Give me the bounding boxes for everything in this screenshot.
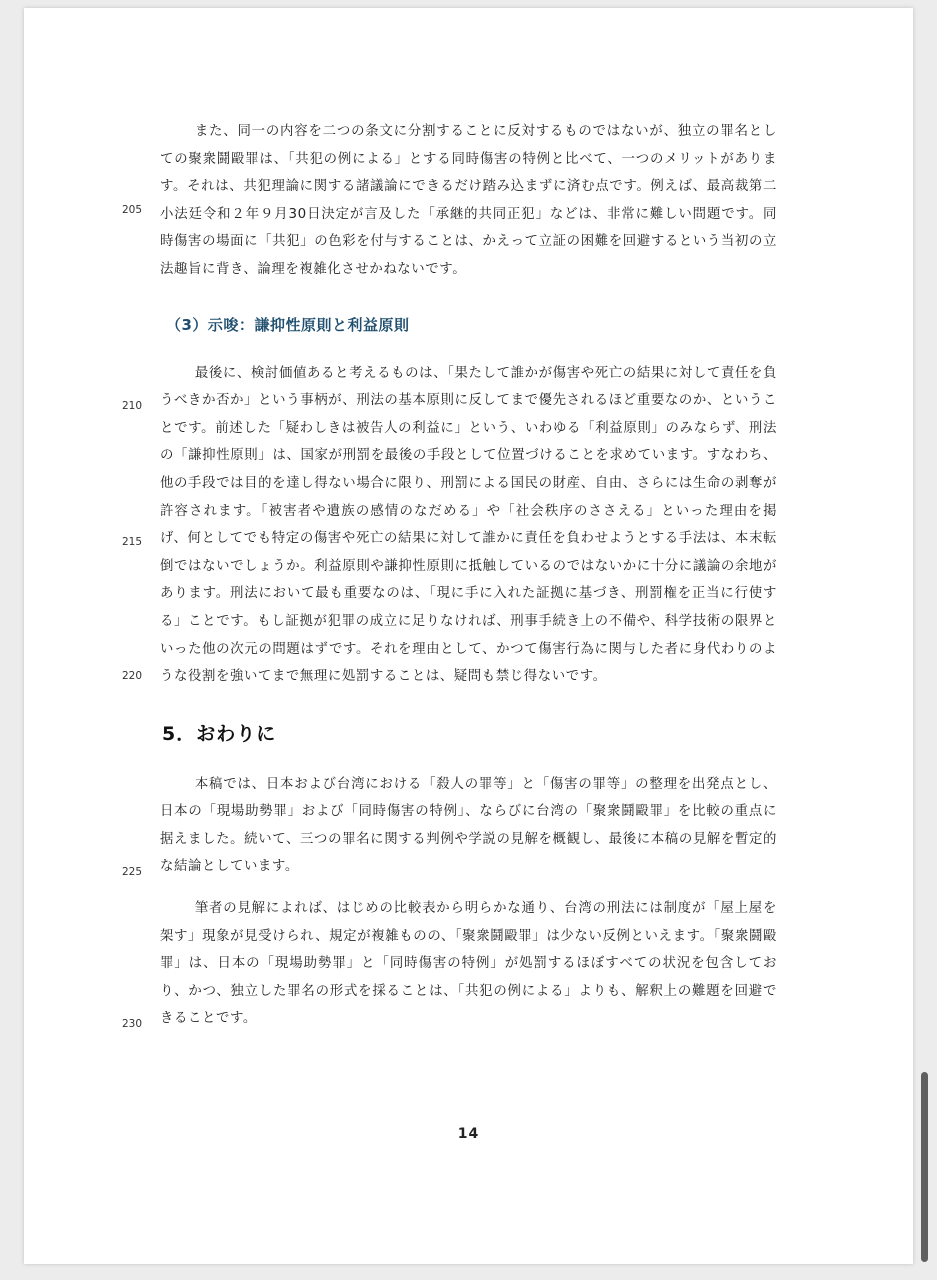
document-page	[24, 8, 913, 1264]
line-number: 220	[121, 670, 143, 682]
paragraph-2: 最後に、検討価値あると考えるものは、「果たして誰かが傷害や死亡の結果に対して責任を負うべきか否か」という事柄が、刑法の基本原則に反してまで優先されるほど重要なのか、ということです。前述した「疑わしきは被告人の利益に」という、いわゆる「利益原則」のみならず、刑法の「謙抑性原則」は、国家が刑罰を最後の手段として位置づけることを求めています。すなわち、他の手段では目的を達し得ない場合に限り、刑罰による国民の財産、自由、さらには生命の剥奪が許容されます。「被害者や遺族の感情のなだめる」や「社会秩序のささえる」といった理由を掲げ、何としてでも特定の傷害や死亡の結果に対して誰かに責任を負わせようとする手法は、本末転倒ではないでしょうか。利益原則や謙抑性原則に抵触しているのではないかに十分に議論の余地があります。刑法において最も重要なのは、「現に手に入れた証拠に基づき、刑罰権を正当に行使する」ことです。もし証拠が犯罪の成立に足りなければ、刑事手続き上の不備や、科学技術の限界といった他の次元の問題はずです。それを理由として、かつて傷害行為に関与した者に身代わりのような役割を強いてまで無理に処罰することは、疑問も禁じ得ないです。	[160, 365, 777, 685]
vertical-scrollbar[interactable]	[921, 1072, 928, 1262]
line-number: 215	[121, 536, 143, 548]
paragraph-1: また、同一の内容を二つの条文に分割することに反対するものではないが、独立の罪名としての聚衆鬪毆罪は、「共犯の例による」とする同時傷害の特例と比べて、一つのメリットがあります。それは、共犯理論に関する諸議論にできるだけ踏み込まずに済む点です。例えば、最高裁第二小法廷令和２年９月30日決定が言及した「承継的共同正犯」などは、非常に難しい問題です。同時傷害の場面に「共犯」の色彩を付与することは、かえって立証の困難を回避するという当初の立法趣旨に背き、論理を複雑化させかねないです。	[160, 124, 777, 277]
paragraph-3: 本稿では、日本および台湾における「殺人の罪等」と「傷害の罪等」の整理を出発点とし、日本の「現場助勢罪」および「同時傷害の特例」、ならびに台湾の「聚衆鬪毆罪」を比較の重点に据えました。続いて、三つの罪名に関する判例や学説の見解を概観し、最後に本稿の見解を暫定的な結論としています。	[160, 776, 777, 875]
line-number: 205	[121, 204, 143, 216]
line-number: 225	[121, 866, 143, 878]
section-heading: 5．おわりに	[162, 722, 277, 745]
line-number: 230	[121, 1018, 143, 1030]
section-subheading: （3）示唆：謙抑性原則と利益原則	[166, 315, 410, 334]
line-number: 210	[121, 400, 143, 412]
page-content	[160, 118, 777, 1033]
page-number: 14	[457, 1126, 480, 1142]
paragraph-4: 筆者の見解によれば、はじめの比較表から明らかな通り、台湾の刑法には制度が「屋上屋を架す」現象が見受けられ、規定が複雑ものの、「聚衆鬪毆罪」は少ない反例といえます。「聚衆鬪毆罪」は、日本の「現場助勢罪」と「同時傷害の特例」が処罰するほぼすべての状況を包含しており、かつ、独立した罪名の形式を採ることは、「共犯の例による」よりも、解釈上の難題を回避できることです。	[160, 901, 777, 1027]
